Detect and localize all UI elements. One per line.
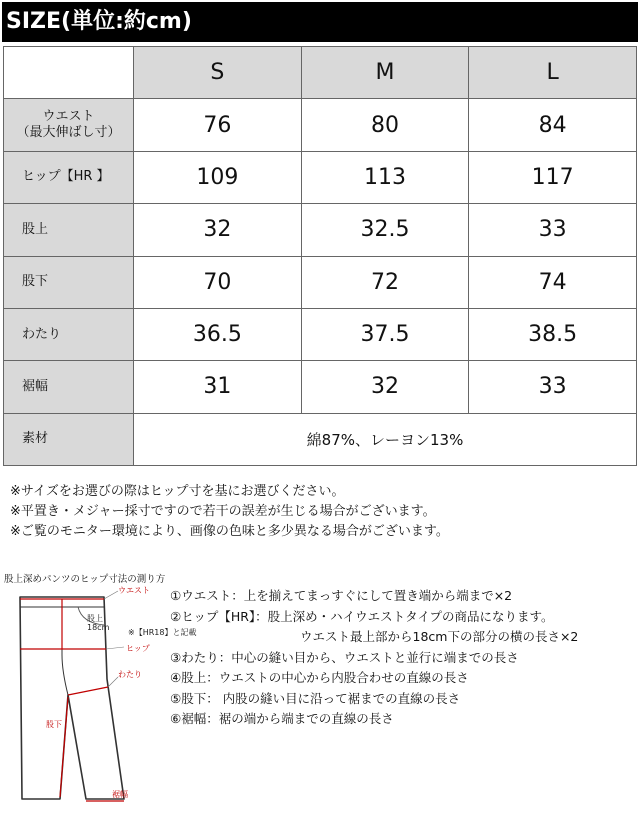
column-header-l: L [469, 47, 637, 99]
step-item: ①ウエスト：上を揃えてまっすぐにして置き端から端まで×2 [170, 588, 513, 603]
row-label-line2: （最大伸ばし寸） [16, 125, 121, 141]
row-label-thigh: わたり [4, 308, 134, 360]
table-corner-cell [4, 47, 134, 99]
pants-illustration [0, 583, 170, 809]
step-item: ②ヒップ【HR】：股上深め・ハイウエストタイプの商品になります。 [170, 608, 554, 624]
table-cell: 113 [301, 151, 469, 203]
row-label-hip: ヒップ【HR 】 [4, 151, 134, 203]
material-value: 綿87%、レーヨン13% [134, 413, 637, 465]
step-item: ④股上：ウエストの中心から内股合わせの直線の長さ [170, 670, 469, 685]
table-row-inseam [4, 256, 637, 308]
table-cell: 33 [469, 361, 637, 413]
table-row-thigh [4, 308, 637, 360]
step-item: ⑤股下： 内股の縫い目に沿って裾までの直線の長さ [170, 690, 461, 706]
diagram-label-hem: 裾幅 [112, 790, 128, 799]
table-cell: 32.5 [301, 204, 469, 256]
step-item: ③わたり：中心の縫い目から、ウエストと並行に端までの長さ [170, 649, 519, 665]
table-cell: 36.5 [134, 308, 302, 360]
table-cell: 70 [134, 256, 302, 308]
diagram-label-inseam: 股下 [46, 720, 62, 729]
column-header-s: S [134, 47, 302, 99]
table-cell: 72 [301, 256, 469, 308]
step-item: ウエスト最上部から18cm下の部分の横の長さ×2 [300, 629, 579, 644]
row-label-line1: ウエスト [42, 109, 95, 125]
table-cell: 38.5 [469, 308, 637, 360]
table-row-hip [4, 151, 637, 203]
table-cell: 109 [134, 151, 302, 203]
diagram-label-rise-length: 18cm [87, 623, 110, 632]
table-cell: 76 [134, 99, 302, 151]
row-label-material: 素材 [4, 413, 134, 465]
size-table [3, 46, 637, 466]
step-item: ⑥裾幅：裾の端から端までの直線の長さ [170, 711, 394, 726]
row-label-inseam: 股下 [4, 256, 134, 308]
table-header-row [4, 47, 637, 99]
table-cell: 32 [301, 361, 469, 413]
guide-title: 股上深めパンツのヒップ寸法の測り方 [4, 574, 166, 585]
diagram-label-thigh: わたり [118, 670, 142, 679]
table-cell: 33 [469, 204, 637, 256]
note-item: ※サイズをお選びの際はヒップ寸を基にお選びください。 [10, 484, 345, 499]
note-item: ※ご覧のモニター環境により、画像の色味と多少異なる場合がございます。 [10, 524, 449, 539]
diagram-label-waist: ウエスト [118, 586, 150, 595]
table-row-rise [4, 204, 637, 256]
column-header-m: M [301, 47, 469, 99]
table-cell: 32 [134, 204, 302, 256]
diagram-label-hip: ヒップ [126, 644, 150, 653]
diagram-label-rise: 股上 [87, 614, 103, 623]
diagram-label-hr-note: ※【HR18】と記載 [128, 628, 197, 637]
table-row-waist [4, 99, 637, 151]
table-cell: 74 [469, 256, 637, 308]
size-title: SIZE(単位:約cm) [2, 2, 638, 42]
table-row-hem [4, 361, 637, 413]
note-item: ※平置き・メジャー採寸ですので若干の誤差が生じる場合がございます。 [10, 504, 436, 519]
table-cell: 117 [469, 151, 637, 203]
measurement-steps [170, 586, 578, 730]
pants-diagram [0, 583, 197, 809]
table-row-material [4, 413, 637, 465]
notes [10, 482, 449, 542]
row-label-rise: 股上 [4, 204, 134, 256]
row-label-hem: 裾幅 [4, 361, 134, 413]
row-label-waist [4, 99, 134, 151]
table-cell: 37.5 [301, 308, 469, 360]
table-cell: 84 [469, 99, 637, 151]
table-cell: 31 [134, 361, 302, 413]
table-cell: 80 [301, 99, 469, 151]
